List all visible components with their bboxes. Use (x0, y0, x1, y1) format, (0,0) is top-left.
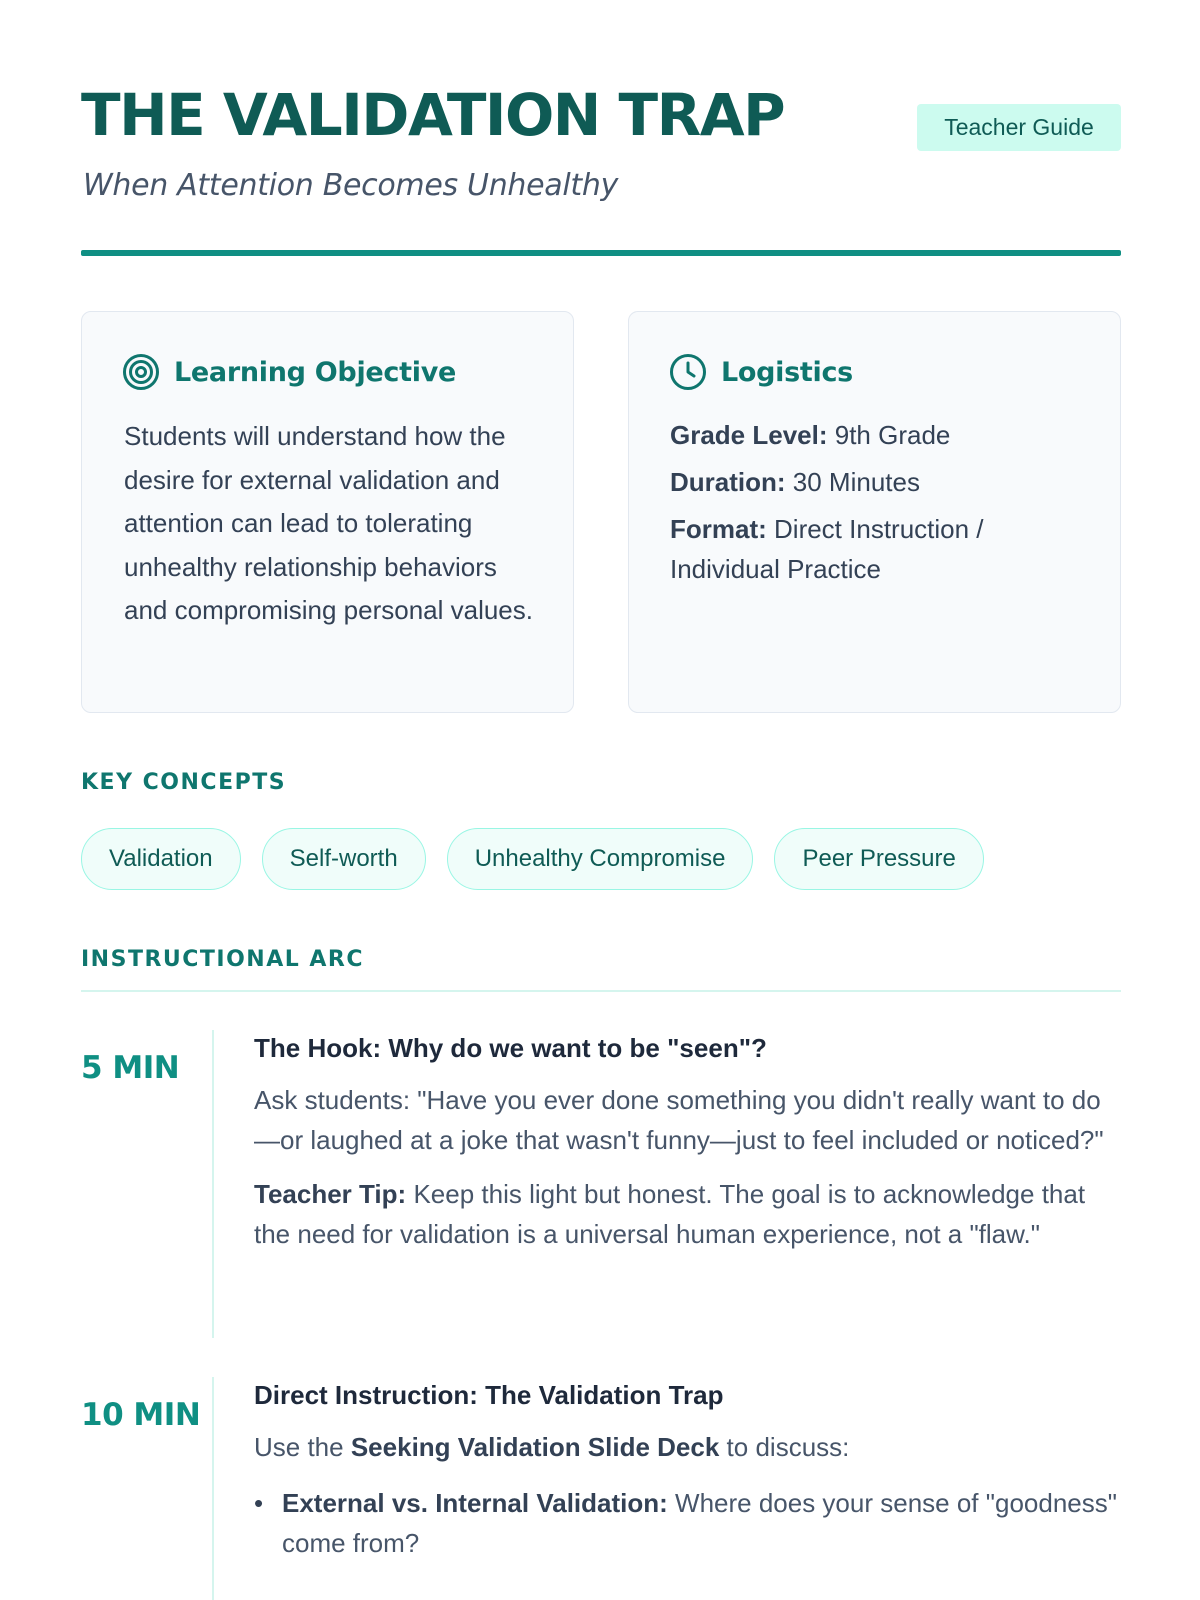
logistics-value: 30 Minutes (792, 467, 920, 497)
concept-chip-self-worth: Self-worth (262, 828, 426, 890)
step-timeline-line (212, 1030, 214, 1338)
list-item (254, 1483, 1124, 1563)
learning-objective-card (81, 311, 574, 713)
step-title: Direct Instruction: The Validation Trap (254, 1380, 724, 1410)
concept-chip-validation: Validation (81, 828, 241, 890)
key-concepts-list (81, 828, 984, 890)
step-timeline-line (212, 1377, 214, 1600)
teacher-tip-text: Keep this light but honest. The goal is to acknowledge that the need for validation is a universal human experience, not a "flaw." (254, 1179, 1086, 1249)
step-content (254, 1377, 1124, 1563)
logistics-title: Logistics (721, 356, 853, 388)
step-intro (254, 1427, 1124, 1467)
page-title: THE VALIDATION TRAP (81, 81, 785, 149)
step-content (254, 1030, 1124, 1254)
instructional-arc-heading: INSTRUCTIONAL ARC (81, 947, 365, 972)
instructional-arc-divider (81, 990, 1121, 992)
arc-step-direct-instruction (81, 1377, 1121, 1600)
step-duration: 10 MIN (81, 1397, 201, 1433)
step-intro-post: to discuss: (726, 1432, 850, 1462)
concept-chip-peer-pressure: Peer Pressure (774, 828, 983, 890)
logistics-grade (670, 415, 1070, 455)
logistics-label: Format: (670, 514, 767, 544)
bullet-text: Where does your sense of "goodness" come from? (282, 1488, 1117, 1558)
step-bullet-list (254, 1483, 1124, 1563)
step-duration: 5 MIN (81, 1050, 180, 1086)
logistics-card (628, 311, 1121, 713)
learning-objective-text: Students will understand how the desire for external validation and attention can lead to tolerating unhealthy relationship behaviors and compromising personal values. (124, 421, 533, 625)
key-concepts-heading: KEY CONCEPTS (81, 770, 287, 795)
bullet-label: External vs. Internal Validation: (282, 1488, 668, 1518)
logistics-duration (670, 462, 1070, 502)
teacher-tip (254, 1174, 1124, 1254)
teacher-tip-label: Teacher Tip: (254, 1179, 407, 1209)
logistics-label: Duration: (670, 467, 786, 497)
logistics-format (670, 509, 1070, 589)
step-intro-pre: Use the (254, 1432, 344, 1462)
target-icon (122, 353, 160, 391)
concept-chip-unhealthy-compromise: Unhealthy Compromise (447, 828, 754, 890)
header (81, 80, 1121, 256)
learning-objective-title: Learning Objective (174, 356, 457, 388)
arc-step-hook (81, 1030, 1121, 1340)
header-divider (81, 250, 1121, 256)
logistics-label: Grade Level: (670, 420, 828, 450)
step-title: The Hook: Why do we want to be "seen"? (254, 1033, 767, 1063)
logistics-header (669, 352, 853, 392)
slide-deck-name: Seeking Validation Slide Deck (350, 1432, 720, 1462)
page-subtitle: When Attention Becomes Unhealthy (83, 168, 619, 203)
clock-icon (669, 353, 707, 391)
step-prompt: Ask students: "Have you ever done something you didn't really want to do—or laughed at a joke that wasn't funny—just to feel included or noticed?" (254, 1085, 1104, 1155)
logistics-list (670, 415, 1070, 596)
teacher-guide-badge: Teacher Guide (917, 104, 1121, 151)
learning-objective-header (122, 352, 456, 392)
logistics-value: Direct Instruction / Individual Practice (670, 514, 984, 584)
logistics-value: 9th Grade (834, 420, 951, 450)
